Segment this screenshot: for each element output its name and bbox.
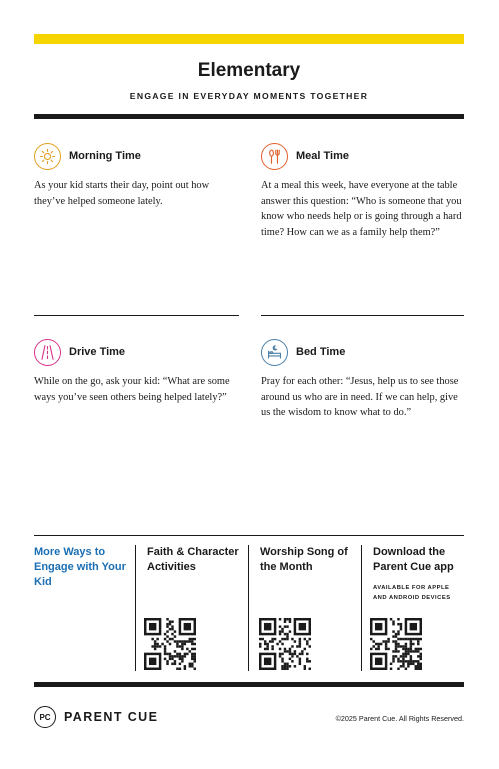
copyright: ©2025 Parent Cue. All Rights Reserved. — [335, 714, 464, 723]
page-subtitle: ENGAGE IN EVERYDAY MOMENTS TOGETHER — [129, 91, 369, 101]
section-divider — [34, 315, 239, 316]
column-divider — [361, 545, 362, 671]
qr-code-faith-activities[interactable] — [144, 618, 196, 670]
column-divider — [135, 545, 136, 671]
section-title: Drive Time — [69, 346, 126, 358]
road-icon — [34, 339, 61, 366]
accent-bar — [34, 34, 464, 44]
qr-code-parent-cue-app[interactable] — [370, 618, 422, 670]
logo-mark-text: PC — [39, 712, 51, 722]
section-body: Pray for each other: “Jesus, help us to see those around us who are in need. If we can help, give us the wisdom to know what to do.” — [261, 376, 459, 419]
column-divider — [248, 545, 249, 671]
utensils-icon — [261, 143, 288, 170]
footer-divider — [34, 682, 464, 687]
section-body: As your kid starts their day, point out how they’ve helped someone lately. — [34, 180, 210, 207]
resource-note: AVAILABLE FOR APPLE AND ANDROID DEVICES — [373, 585, 451, 601]
section-bed-time — [261, 338, 467, 421]
resource-title: Worship Song of the Month — [260, 546, 348, 573]
section-body: While on the go, ask your kid: “What are some ways you’ve seen others being helped lately?” — [34, 376, 230, 403]
resource-title: Download the Parent Cue app — [373, 546, 454, 573]
section-body: At a meal this week, have everyone at the table answer this question: “Who is someone that you know who needs help or is going through a hard time? How can we as a family help them?” — [261, 180, 462, 238]
qr-code-worship-song[interactable] — [259, 618, 311, 670]
section-title: Meal Time — [296, 150, 349, 162]
page-title: Elementary — [197, 60, 301, 81]
sun-icon — [34, 143, 61, 170]
header-divider — [34, 114, 464, 119]
logo-text: PARENT CUE — [64, 710, 159, 724]
section-morning-time — [34, 142, 240, 209]
section-title: Bed Time — [296, 346, 346, 358]
more-ways-heading: More Ways to Engage with Your Kid — [34, 546, 126, 588]
section-title: Morning Time — [69, 150, 141, 162]
resource-title: Faith & Character Activities — [147, 546, 239, 573]
logo-mark — [34, 706, 56, 728]
section-meal-time — [261, 142, 467, 240]
resources-row — [34, 545, 464, 671]
parent-cue-logo — [34, 706, 158, 728]
bed-icon — [261, 339, 288, 366]
section-divider — [261, 315, 464, 316]
resources-divider — [34, 535, 464, 536]
section-drive-time — [34, 338, 240, 405]
